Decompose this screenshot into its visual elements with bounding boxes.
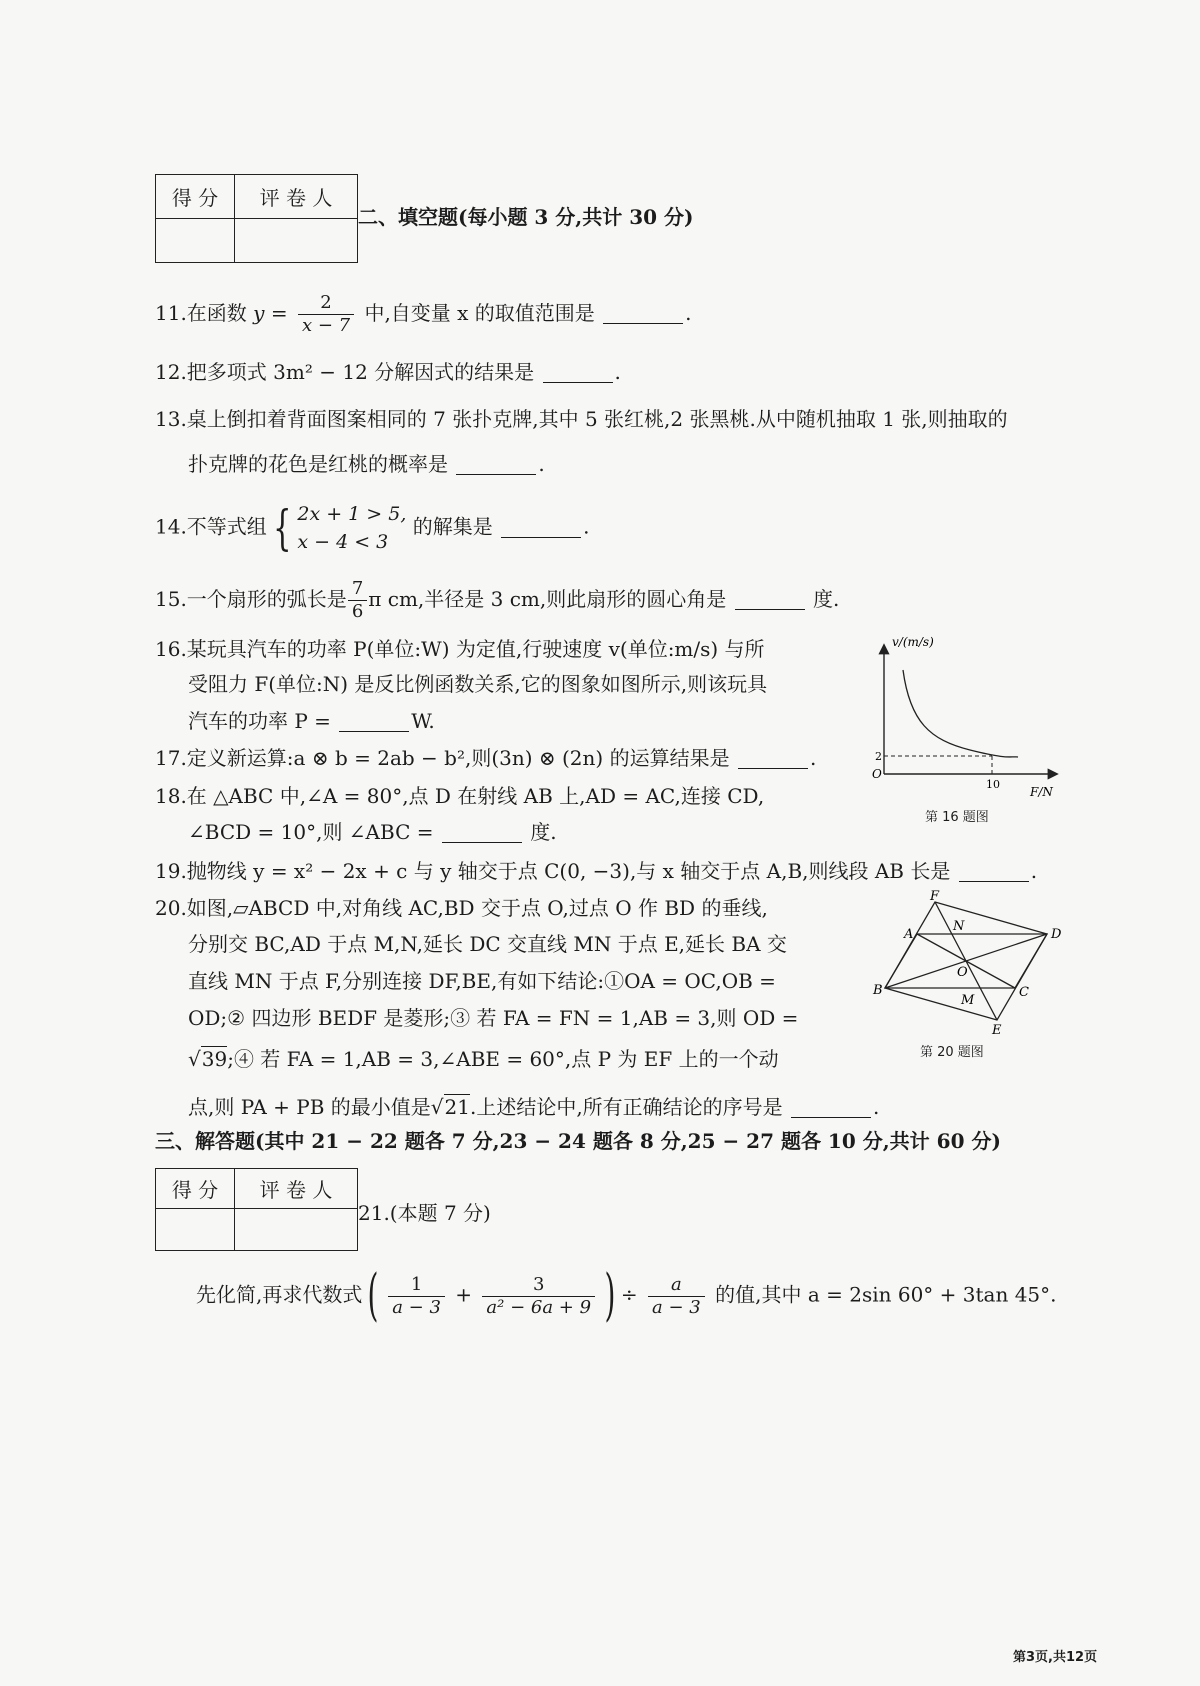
- question-13-line1: 13.桌上倒扣着背面图案相同的 7 张扑克牌,其中 5 张红桃,2 张黑桃.从中随机抽取 1 张,则抽取的: [155, 407, 1008, 431]
- q11-suffix: 中,自变量 x 的取值范围是: [364, 301, 595, 325]
- q21-prefix: 先化简,再求代数式: [196, 1282, 363, 1307]
- q20-sqrt21-value: 21: [444, 1095, 470, 1119]
- q14-prefix: 14.不等式组: [155, 514, 267, 539]
- q11-y-eq: y =: [253, 301, 288, 325]
- q19-answer-blank[interactable]: [959, 861, 1029, 882]
- q20-line6-post: .上述结论中,所有正确结论的序号是: [469, 1095, 783, 1119]
- q20-parallelogram-figure: [855, 890, 1075, 1040]
- q12-text: 12.把多项式 3m² − 12 分解因式的结果是: [155, 360, 535, 384]
- q21-f3-den: a − 3: [652, 1296, 701, 1318]
- question-20-line3: 直线 MN 于点 F,分别连接 DF,BE,有如下结论:①OA = OC,OB =: [188, 969, 776, 993]
- score-cell[interactable]: [156, 1209, 235, 1251]
- q21-expression: [196, 1263, 1057, 1328]
- question-20-line5: [188, 1045, 779, 1073]
- q21-frac3: [648, 1274, 705, 1319]
- q21-div: ÷: [620, 1282, 638, 1307]
- q17-answer-blank[interactable]: [738, 748, 808, 769]
- question-11: [155, 292, 692, 337]
- q16-graph: [860, 632, 1080, 832]
- q20-sqrt21: √21: [430, 1095, 470, 1119]
- q17-end: .: [809, 746, 817, 770]
- q16-answer-blank[interactable]: [339, 711, 409, 732]
- question-19: [155, 857, 1037, 885]
- q11-num: 2: [298, 292, 354, 315]
- q12-answer-blank[interactable]: [543, 362, 613, 383]
- q21-frac1: [388, 1274, 445, 1319]
- q19-text: 19.抛物线 y = x² − 2x + c 与 y 轴交于点 C(0, −3),与 x 轴交于点 A,B,则线段 AB 长是: [155, 859, 951, 883]
- question-20-line6: [188, 1093, 879, 1121]
- q11-prefix: 11.在函数: [155, 301, 247, 325]
- q18-answer-blank[interactable]: [442, 822, 522, 843]
- q20-line5-rest: ;④ 若 FA = 1,AB = 3,∠ABE = 60°,点 P 为 EF 上的一个动: [227, 1047, 779, 1071]
- q14-end: .: [583, 514, 590, 539]
- q18-end: 度.: [530, 820, 557, 844]
- q11-fraction: [298, 292, 354, 337]
- q15-fraction: [348, 578, 367, 623]
- q14-answer-blank[interactable]: [501, 517, 581, 538]
- question-18-line1: 18.在 △ABC 中,∠A = 80°,点 D 在射线 AB 上,AD = AC,连接 CD,: [155, 784, 765, 808]
- grader-header: 评 卷 人: [235, 1169, 358, 1209]
- q20-label-E: E: [992, 1023, 1002, 1038]
- q15-den: 6: [351, 601, 364, 622]
- q11-answer-blank[interactable]: [603, 303, 683, 324]
- question-17: [155, 744, 816, 772]
- q14-brace: {: [272, 500, 292, 556]
- q21-f3-num: a: [648, 1274, 705, 1297]
- section3-title: 三、解答题(其中 21 − 22 题各 7 分,23 − 24 题各 8 分,25 − 27 题各 10 分,共计 60 分): [155, 1129, 1001, 1153]
- q20-label-F: F: [930, 890, 940, 904]
- question-16-line3: [188, 707, 435, 735]
- q21-suffix: 的值,其中 a = 2sin 60° + 3tan 45°.: [715, 1282, 1057, 1307]
- q14-ineq2: x − 4 < 3: [297, 531, 389, 553]
- q15-end: 度.: [812, 587, 840, 611]
- question-12: [155, 358, 621, 386]
- q20-sqrt39-value: 39: [201, 1047, 228, 1071]
- q15-num: 7: [348, 578, 367, 601]
- q21-left-paren: (: [367, 1263, 379, 1328]
- question-16-line2: 受阻力 F(单位:N) 是反比例函数关系,它的图象如图所示,则该玩具: [188, 672, 768, 696]
- q21-f2-num: 3: [482, 1274, 595, 1297]
- q20-end: .: [873, 1095, 880, 1119]
- q18-line2-text: ∠BCD = 10°,则 ∠ABC =: [188, 820, 434, 844]
- q16-end: W.: [411, 709, 435, 733]
- q19-end: .: [1030, 859, 1038, 883]
- q13-answer-blank[interactable]: [456, 454, 536, 475]
- question-15: [155, 578, 839, 623]
- grader-cell[interactable]: [235, 219, 358, 263]
- q15-prefix: 15.一个扇形的弧长是: [155, 587, 347, 611]
- q21-f2-den: a² − 6a + 9: [486, 1296, 592, 1318]
- q14-system: [297, 500, 406, 556]
- q17-text: 17.定义新运算:a ⊗ b = 2ab − b²,则(3n) ⊗ (2n) 的运算结果是: [155, 746, 730, 770]
- q21-plus: +: [455, 1282, 473, 1307]
- score-table-q21: [155, 1168, 358, 1251]
- q20-label-A: A: [904, 927, 914, 942]
- q16-y-tick: 2: [875, 750, 882, 763]
- q16-origin: O: [872, 767, 882, 781]
- q20-label-D: D: [1051, 927, 1062, 942]
- q21-header: 21.(本题 7 分): [358, 1201, 491, 1225]
- q20-caption: 第 20 题图: [920, 1045, 984, 1060]
- q20-label-M: M: [961, 993, 975, 1008]
- question-16-line1: 16.某玩具汽车的功率 P(单位:W) 为定值,行驶速度 v(单位:m/s) 与所: [155, 637, 765, 661]
- q13-line2-text: 扑克牌的花色是红桃的概率是: [188, 452, 448, 476]
- page-footer: 第3页,共12页: [1013, 1650, 1098, 1665]
- q21-f1-den: a − 3: [392, 1296, 441, 1318]
- q20-label-C: C: [1019, 985, 1029, 1000]
- q16-caption: 第 16 题图: [925, 810, 989, 825]
- q15-answer-blank[interactable]: [735, 589, 805, 610]
- question-14: [155, 500, 589, 556]
- q11-den: x − 7: [301, 315, 351, 336]
- q13-end: .: [538, 452, 545, 476]
- q20-label-N: N: [953, 919, 965, 934]
- q14-suffix: 的解集是: [412, 514, 493, 539]
- q20-answer-blank[interactable]: [791, 1097, 871, 1118]
- grader-cell[interactable]: [235, 1209, 358, 1251]
- question-20-line1: 20.如图,▱ABCD 中,对角线 AC,BD 交于点 O,过点 O 作 BD 的垂线,: [155, 896, 768, 920]
- q20-label-O: O: [957, 965, 968, 980]
- q20-label-B: B: [873, 983, 883, 998]
- q15-suffix: π cm,半径是 3 cm,则此扇形的圆心角是: [368, 587, 727, 611]
- q14-ineq1: 2x + 1 > 5,: [297, 503, 407, 525]
- question-18-line2: [188, 818, 557, 846]
- score-table-section2: [155, 174, 358, 263]
- score-header: 得 分: [156, 175, 235, 219]
- score-cell[interactable]: [156, 219, 235, 263]
- q20-sqrt39: √39: [188, 1047, 228, 1071]
- question-20-line4: OD;② 四边形 BEDF 是菱形;③ 若 FA = FN = 1,AB = 3,则 OD =: [188, 1006, 799, 1030]
- q21-f1-num: 1: [388, 1274, 445, 1297]
- q16-curve: [903, 670, 1018, 757]
- q16-x-tick: 10: [986, 778, 1000, 791]
- q16-x-label: F/N: [1030, 785, 1053, 799]
- question-13-line2: [188, 450, 545, 478]
- q16-y-label: v/(m/s): [892, 635, 934, 649]
- grader-header: 评 卷 人: [235, 175, 358, 219]
- score-header: 得 分: [156, 1169, 235, 1209]
- q21-right-paren: ): [604, 1263, 616, 1328]
- q11-end: .: [685, 301, 692, 325]
- q12-end: .: [614, 360, 621, 384]
- section2-title: 二、填空题(每小题 3 分,共计 30 分): [358, 205, 694, 229]
- q16-line3-text: 汽车的功率 P =: [188, 709, 331, 733]
- question-20-line2: 分别交 BC,AD 于点 M,N,延长 DC 交直线 MN 于点 E,延长 BA 交: [188, 932, 787, 956]
- q21-frac2: [482, 1274, 595, 1319]
- q20-line6-pre: 点,则 PA + PB 的最小值是: [188, 1095, 431, 1119]
